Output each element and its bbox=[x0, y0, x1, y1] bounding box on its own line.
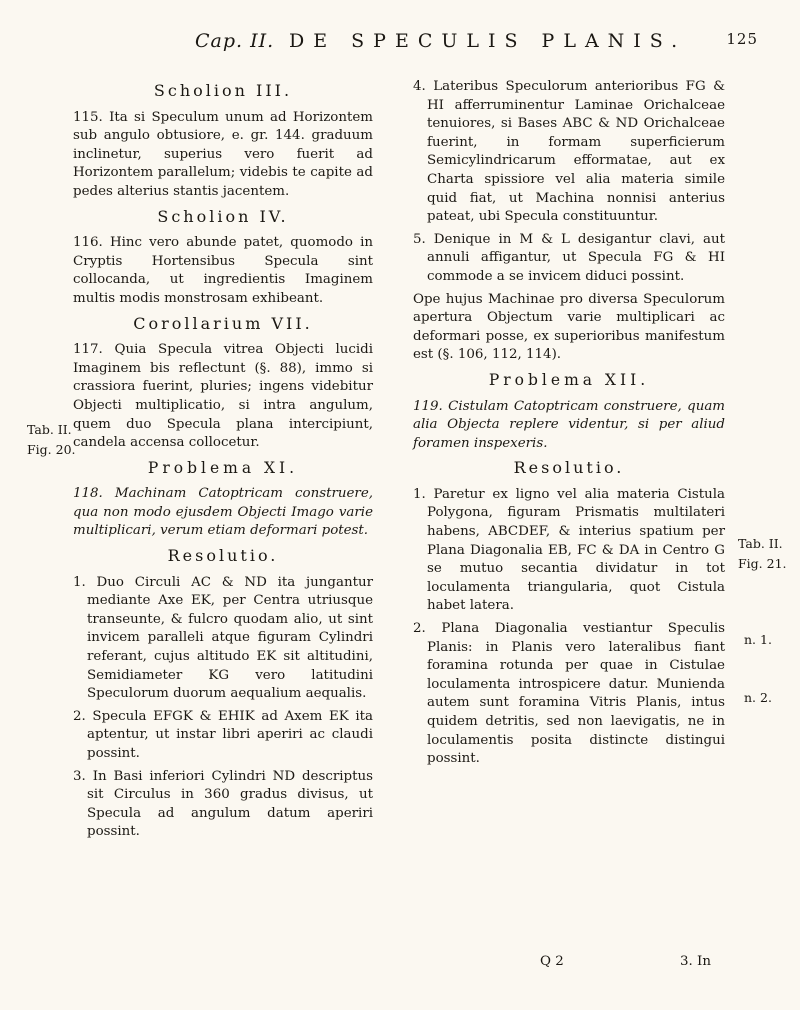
margin-note-fig: Fig. 21. bbox=[738, 556, 787, 571]
paragraph-116: 116. Hinc vero abunde patet, quomodo in Cryptis Hortensibus Specula sint collocanda, ut ingredientis Imaginem multis modis monstrosam exhibeant. bbox=[73, 235, 373, 306]
scholion-4-heading: Scholion IV. bbox=[157, 206, 289, 226]
problema-12-heading: Problema XII. bbox=[488, 370, 650, 389]
resolutio-heading-left: Resolutio. bbox=[167, 546, 279, 566]
margin-note-tab: Tab. II. bbox=[738, 536, 783, 551]
chapter-label: Cap. II. bbox=[195, 30, 275, 52]
paragraph-119: 119. Cistulam Catoptricam construere, quam alia Objecta replere videntur, si per aliud foramen inspexeris. bbox=[413, 398, 725, 451]
margin-note-tab: Tab. II. bbox=[27, 422, 72, 437]
paragraph-115: 115. Ita si Speculum unum ad Horizontem sub angulo obtusiore, e. gr. 144. graduum inclinetur, superius vero fuerit ad Horizontem parallelum; videbis te capite ad pedes alterius stantis jacentem. bbox=[73, 109, 373, 199]
margin-note-n1: n. 1. bbox=[744, 632, 772, 647]
paragraph-117: 117. Quia Specula vitrea Objecti lucidi Imaginem bis reflectunt (§. 88), immo si crassiora fuerint, pluries; ingens videbitur Objecti multiplicatio, si intra angulum, quem duo Specula plana intercipiunt, candela accensa collocetur. bbox=[73, 342, 373, 451]
catchword: 3. In bbox=[680, 954, 711, 969]
resolutio-item: 2. Specula EFGK & EHIK ad Axem EK ita aptentur, ut instar libri aperiri ac claudi possint. bbox=[73, 708, 373, 761]
scholion-3-heading: Scholion III. bbox=[153, 81, 293, 100]
resolutio-item: 1. Paretur ex ligno vel alia materia Cistula Polygona, figuram Prismatis multilateri habens, ABCDEF, & interius spatium per Plana Diagonalia EB, FC & DA in Centro G se mutuo secantia dividatur in tot loculamenta triangularia, quot Cistula habet latera. bbox=[413, 486, 726, 614]
resolutio-item: 4. Lateribus Speculorum anterioribus FG & HI afferruminentur Laminae Orichalceae tenuiores, si Bases ABC & ND Orichalceae fuerint, in formam superficierum Semicylindricarum efformatae, aut ex Charta spissiore vel alia materia simile quid fiat, ut Machina nonnisi anterius pateat, ubi Specula constituuntur. bbox=[413, 79, 725, 225]
left-column bbox=[73, 78, 373, 846]
resolutio-heading-right: Resolutio. bbox=[513, 458, 625, 478]
margin-note-fig: Fig. 20. bbox=[27, 442, 76, 457]
running-title: DE SPECULIS PLANIS. bbox=[289, 30, 687, 52]
paragraph-118: 118. Machinam Catoptricam construere, qua non modo ejusdem Objecti Imago varie multiplicari, verum etiam deformari potest. bbox=[73, 486, 373, 539]
resolutio-item: 5. Denique in M & L desigantur clavi, aut annuli affigantur, ut Specula FG & HI commode a se invicem diduci possint. bbox=[413, 231, 725, 284]
running-head bbox=[195, 30, 758, 64]
resolutio-item: 2. Plana Diagonalia vestiantur Speculis Planis: in Planis vero lateralibus fiant foramina rotunda per quae in Cistulae loculamenta introspicere datur. Munienda autem sunt foramina Vitris Planis, intus quidem detritis, sed non laevigatis, ne in loculamentis posita distincte distingui possint. bbox=[413, 621, 725, 767]
resolutio-item: 3. In Basi inferiori Cylindri ND descriptus sit Circulus in 360 gradus divisus, ut Specula ad angulum datum aperiri possint. bbox=[73, 768, 373, 840]
ope-paragraph: Ope hujus Machinae pro diversa Speculorum apertura Objectum varie multiplicari ac deformari posse, ex superioribus manifestum est (§. 106, 112, 114). bbox=[413, 291, 725, 363]
signature-mark: Q 2 bbox=[540, 954, 564, 969]
margin-note-n2: n. 2. bbox=[744, 690, 772, 705]
corollarium-heading: Corollarium VII. bbox=[133, 313, 313, 333]
page-number: 125 bbox=[726, 30, 758, 48]
right-column bbox=[413, 78, 725, 773]
problema-11-heading: Problema XI. bbox=[147, 458, 299, 477]
resolutio-item: 1. Duo Circuli AC & ND ita jungantur mediante Axe EK, per Centra utriusque transeunte, & fulcro quodam alio, ut sint invicem paralleli atque figuram Cylindri referant, cujus altitudo EK sit altitudini, Semidiameter KG vero latitudini Speculorum duorum aequalium aequalis. bbox=[73, 574, 373, 702]
